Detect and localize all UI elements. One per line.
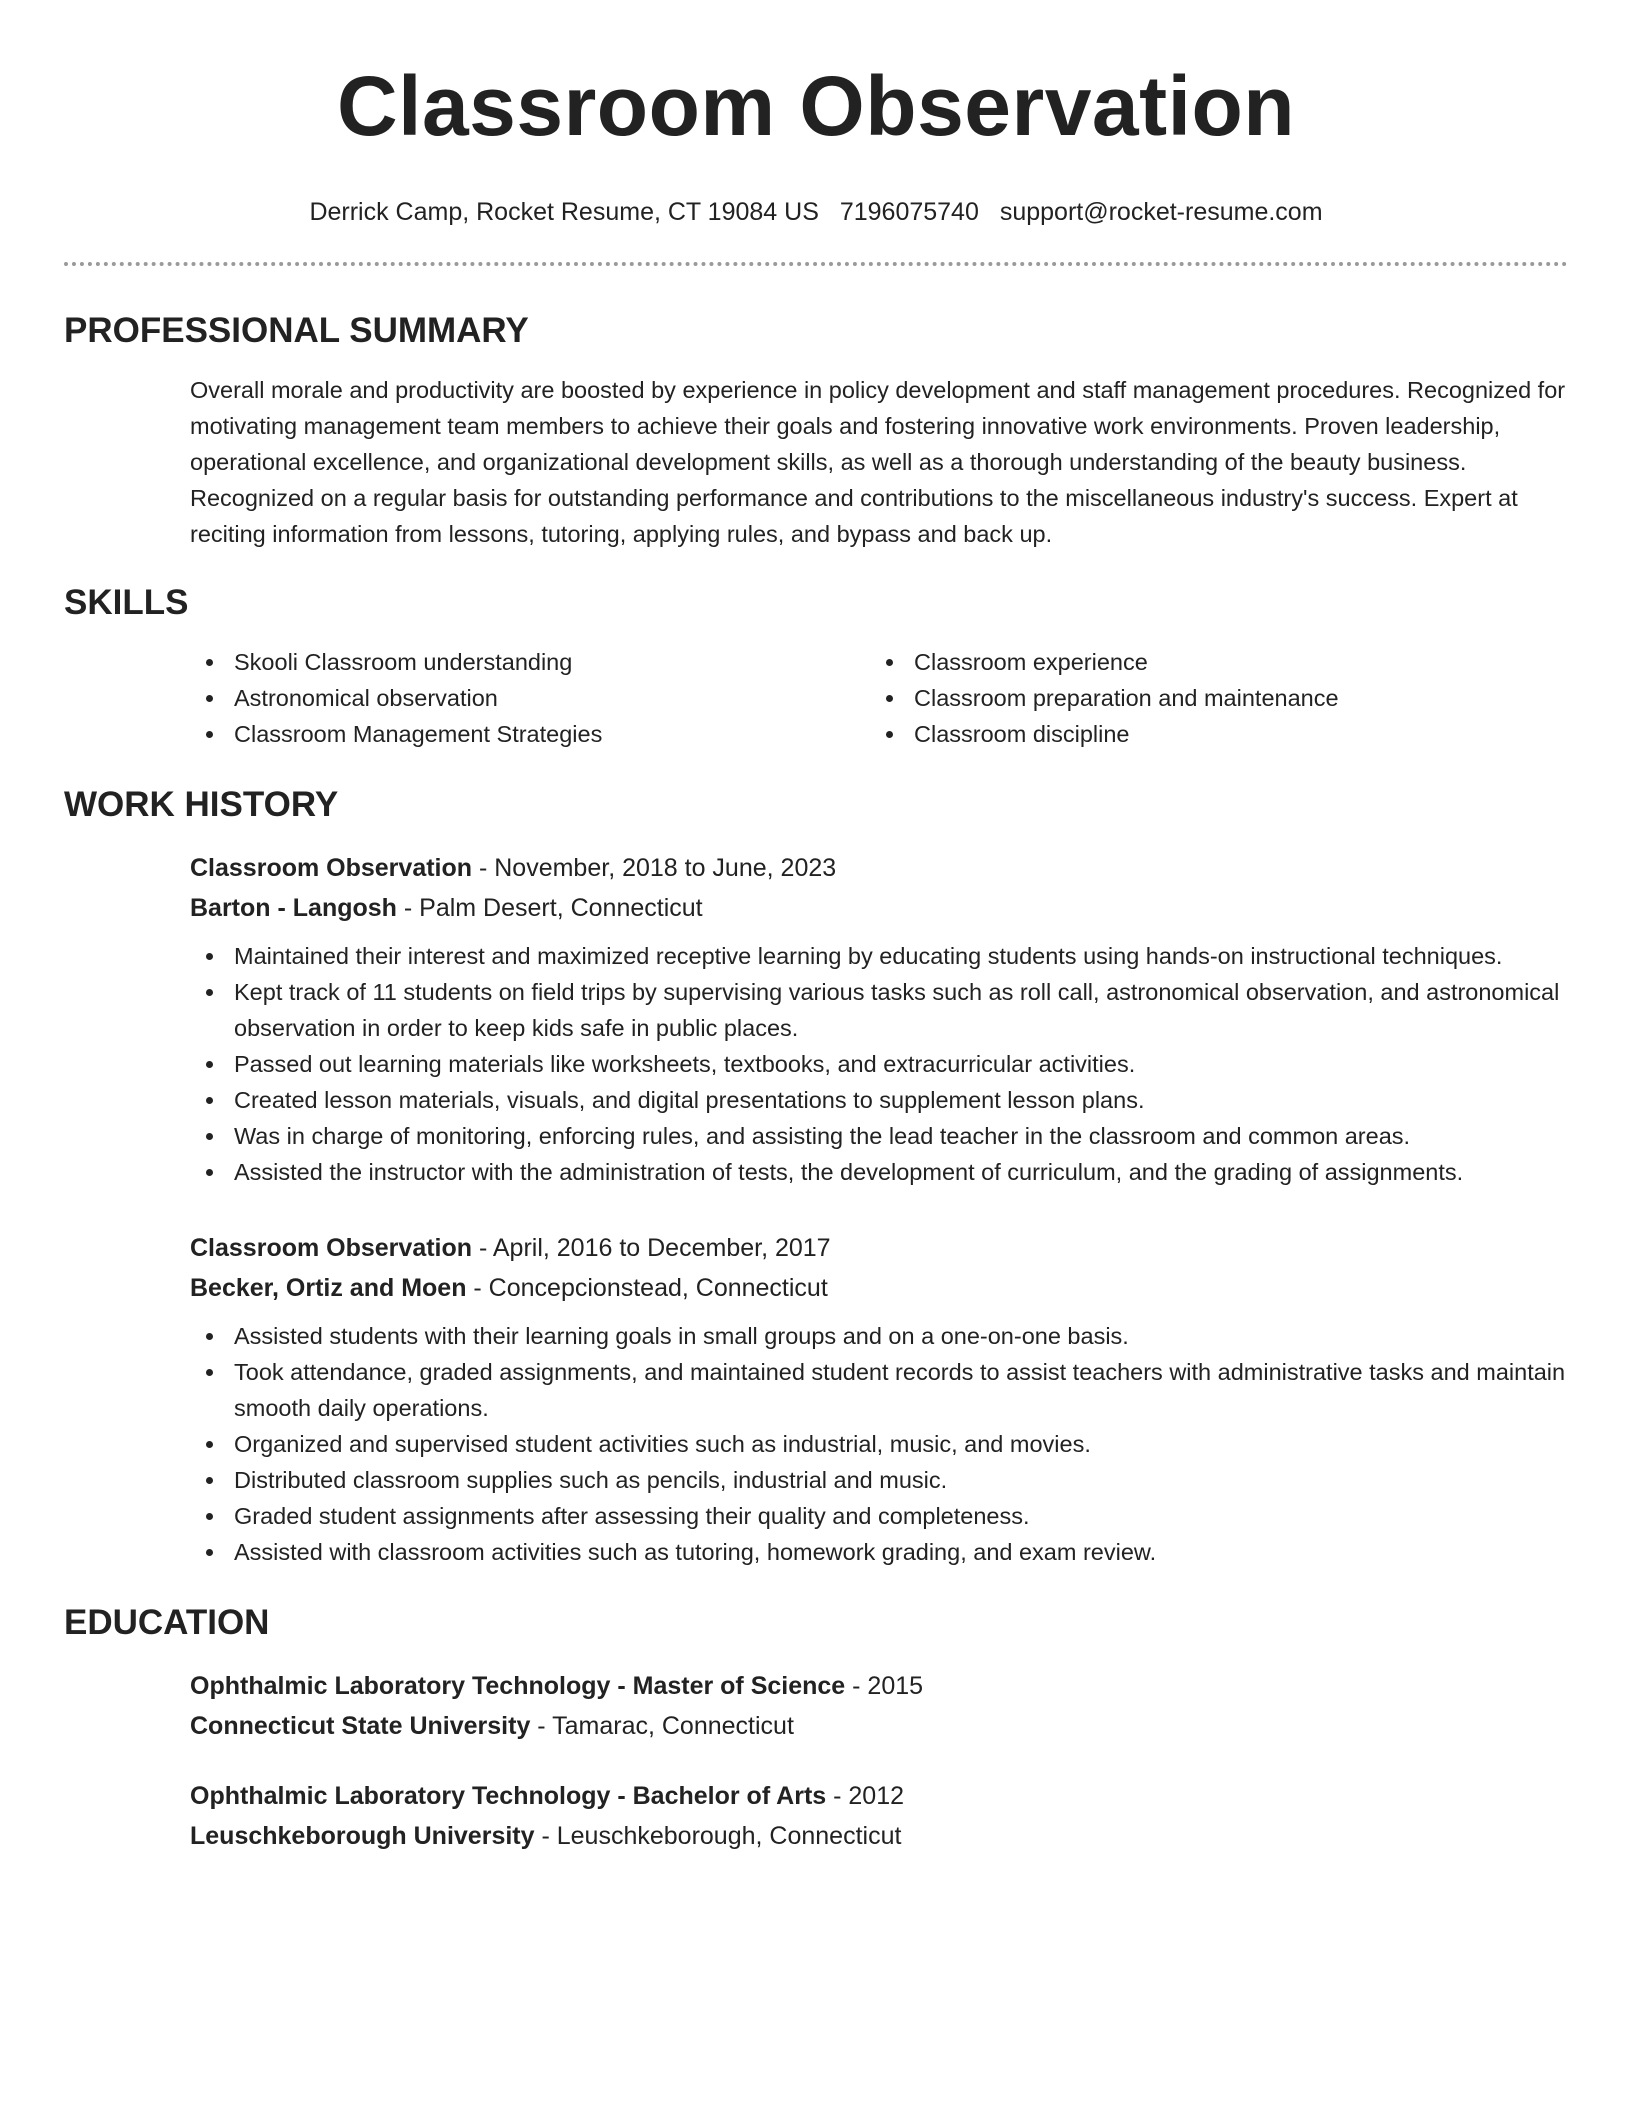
- header-divider: [64, 262, 1568, 266]
- job-entry: [190, 848, 1568, 1190]
- resume-title: Classroom Observation: [336, 59, 1296, 153]
- job-title: Classroom Observation: [190, 854, 473, 882]
- job-duty: Distributed classroom supplies such as pencils, industrial and music.: [190, 1462, 1568, 1498]
- skills-column-left: [190, 644, 870, 752]
- skills-heading: SKILLS: [64, 583, 189, 622]
- job-company-line: [190, 888, 1568, 928]
- contact-line: [64, 196, 1568, 228]
- summary-heading: PROFESSIONAL SUMMARY: [64, 311, 529, 350]
- education-location: - Leuschkeborough, Connecticut: [534, 1822, 902, 1850]
- job-duties: [190, 938, 1568, 1190]
- job-title-line: [190, 1228, 1568, 1268]
- job-company: Becker, Ortiz and Moen: [190, 1274, 467, 1302]
- job-duty: Graded student assignments after assessing their quality and completeness.: [190, 1498, 1568, 1534]
- education-location: - Tamarac, Connecticut: [530, 1712, 794, 1740]
- education-heading: EDUCATION: [64, 1603, 270, 1642]
- job-duty: Maintained their interest and maximized receptive learning by educating students using hands-on instructional techniques.: [190, 938, 1568, 974]
- job-company: Barton - Langosh: [190, 894, 397, 922]
- education-school-line: [190, 1706, 1568, 1746]
- job-duty: Took attendance, graded assignments, and maintained student records to assist teachers with administrative tasks and maintain smooth daily operations.: [190, 1354, 1568, 1426]
- job-entry: [190, 1228, 1568, 1570]
- job-location: - Concepcionstead, Connecticut: [466, 1274, 828, 1302]
- skill-item: Classroom preparation and maintenance: [870, 680, 1550, 716]
- education-school: Connecticut State University: [190, 1712, 531, 1740]
- contact-phone: 7196075740: [839, 198, 979, 226]
- job-duty: Organized and supervised student activities such as industrial, music, and movies.: [190, 1426, 1568, 1462]
- job-duty: Assisted students with their learning goals in small groups and on a one-on-one basis.: [190, 1318, 1568, 1354]
- job-dates: - November, 2018 to June, 2023: [472, 854, 837, 882]
- skill-item: Skooli Classroom understanding: [190, 644, 870, 680]
- education-year: - 2015: [845, 1672, 924, 1700]
- job-duty: Was in charge of monitoring, enforcing rules, and assisting the lead teacher in the classroom and common areas.: [190, 1118, 1568, 1154]
- job-duties: [190, 1318, 1568, 1570]
- education-school-line: [190, 1816, 1568, 1856]
- education-year: - 2012: [826, 1782, 905, 1810]
- job-duty: Assisted the instructor with the administration of tests, the development of curriculum, and the grading of assignments.: [190, 1154, 1568, 1190]
- education-degree-line: [190, 1776, 1568, 1816]
- summary-text: Overall morale and productivity are boosted by experience in policy development and staff management procedures. Recognized for motivating management team members to achieve their goals and fostering innovative work environments. Proven leadership, operational excellence, and organizational development skills, as well as a thorough understanding of the beauty business. Recognized on a regular basis for outstanding performance and contributions to the miscellaneous industry's success. Expert at reciting information from lessons, tutoring, applying rules, and bypass and back up.: [190, 377, 1566, 547]
- education-degree: Ophthalmic Laboratory Technology - Bachelor of Arts: [190, 1782, 827, 1810]
- education-entry: [190, 1666, 1568, 1746]
- contact-email: support@rocket-resume.com: [999, 198, 1323, 226]
- job-duty: Created lesson materials, visuals, and digital presentations to supplement lesson plans.: [190, 1082, 1568, 1118]
- skill-item: Classroom experience: [870, 644, 1550, 680]
- job-title: Classroom Observation: [190, 1234, 473, 1262]
- job-duty: Passed out learning materials like worksheets, textbooks, and extracurricular activities.: [190, 1046, 1568, 1082]
- skill-item: Classroom discipline: [870, 716, 1550, 752]
- skill-item: Astronomical observation: [190, 680, 870, 716]
- job-title-line: [190, 848, 1568, 888]
- job-dates: - April, 2016 to December, 2017: [472, 1234, 831, 1262]
- job-location: - Palm Desert, Connecticut: [396, 894, 703, 922]
- education-degree-line: [190, 1666, 1568, 1706]
- skills-list: [190, 644, 1568, 752]
- job-duty: Assisted with classroom activities such as tutoring, homework grading, and exam review.: [190, 1534, 1568, 1570]
- job-company-line: [190, 1268, 1568, 1308]
- education-entry: [190, 1776, 1568, 1856]
- skill-item: Classroom Management Strategies: [190, 716, 870, 752]
- resume-page: [64, 0, 1568, 1856]
- education-degree: Ophthalmic Laboratory Technology - Master of Science: [190, 1672, 846, 1700]
- work-history-heading: WORK HISTORY: [64, 785, 339, 824]
- contact-address: Derrick Camp, Rocket Resume, CT 19084 US: [309, 198, 819, 226]
- skills-column-right: [870, 644, 1550, 752]
- education-school: Leuschkeborough University: [190, 1822, 535, 1850]
- job-duty: Kept track of 11 students on field trips by supervising various tasks such as roll call, astronomical observation, and astronomical observation in order to keep kids safe in public places.: [190, 974, 1568, 1046]
